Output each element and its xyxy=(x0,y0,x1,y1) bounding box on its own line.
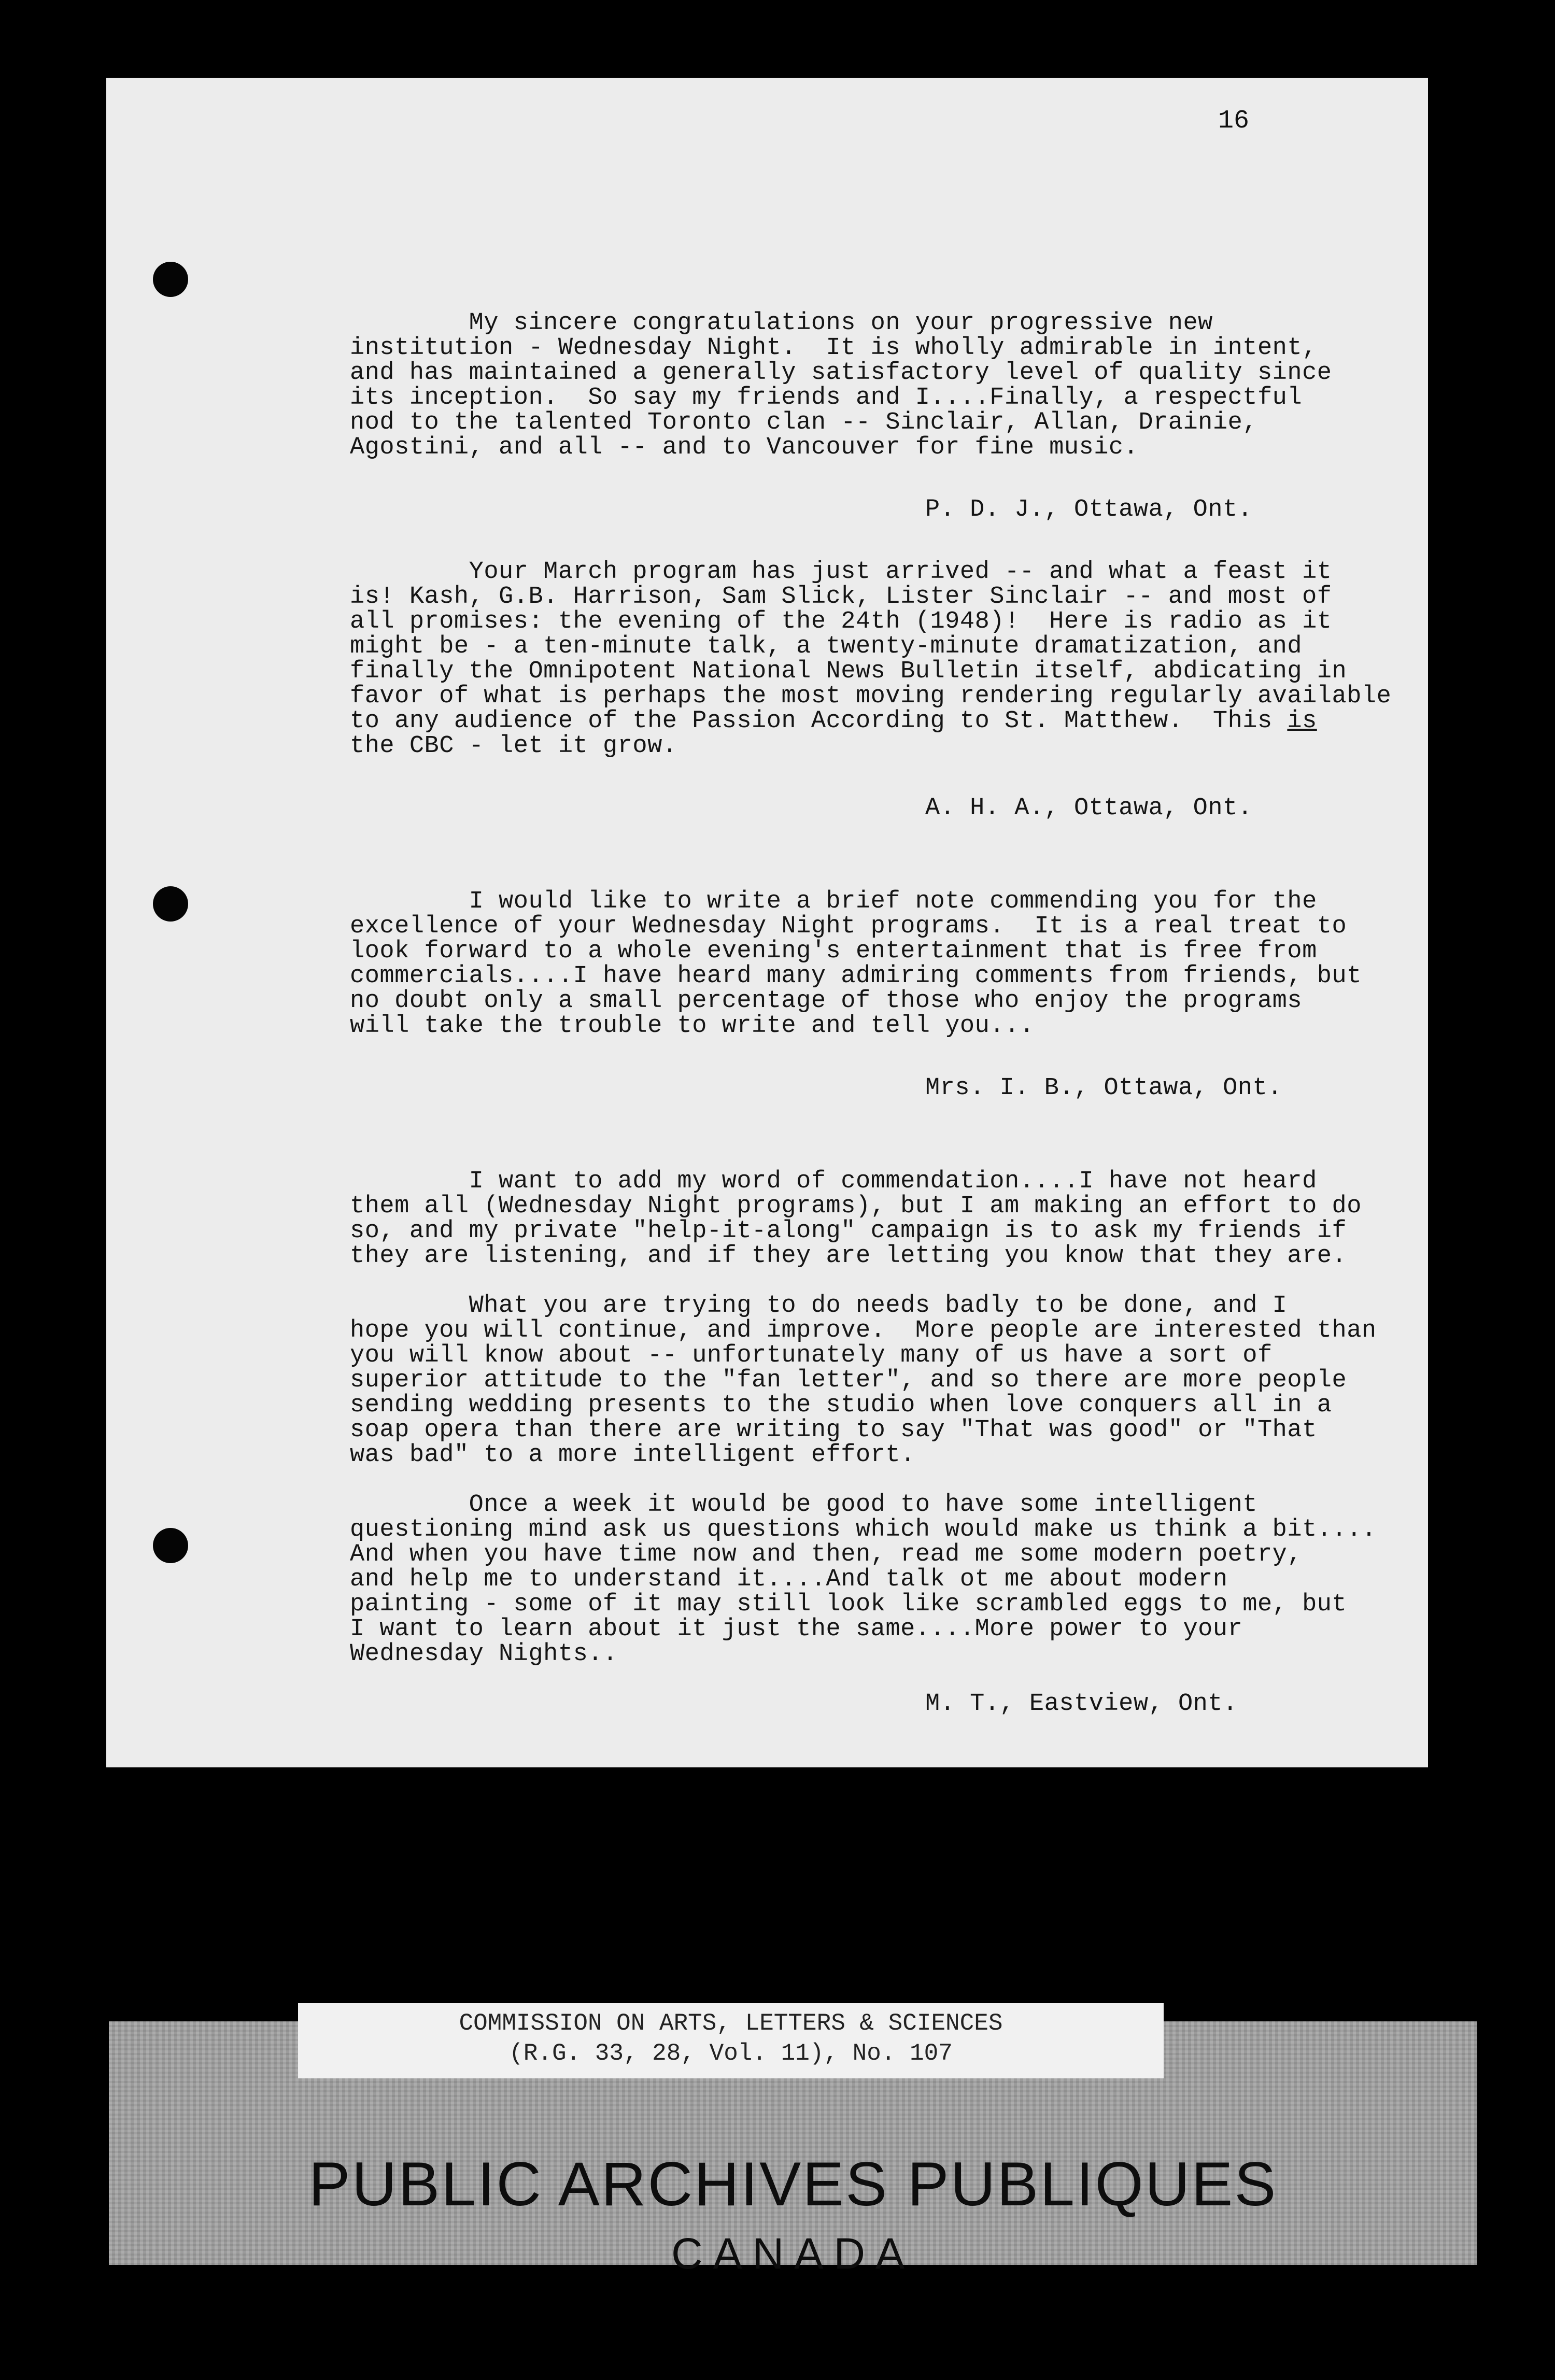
letter-paragraph xyxy=(350,560,1423,759)
letter-signature: M. T., Eastview, Ont. xyxy=(925,1690,1238,1718)
letter-paragraph: I want to add my word of commendation....I have not heard them all (Wednesday Night programs), but I am making an effort to do so, and my private "help-it-along" campaign is to ask my friends if they are listening, and if they are letting you know that they are. xyxy=(350,1168,1362,1270)
archive-reference-line-1: COMMISSION ON ARTS, LETTERS & SCIENCES xyxy=(459,2010,1003,2037)
letter-paragraph: My sincere congratulations on your progressive new institution - Wednesday Night. It is wholly admirable in intent, and has maintained a generally satisfactory level of quality since its inception. So say my friends and I....Finally, a respectful nod to the talented Toronto clan -- Sinclair, Allan, Drainie, Agostini, and all -- and to Vancouver for fine music. xyxy=(350,309,1332,461)
letter-paragraph: I would like to write a brief note commending you for the excellence of your Wednesday Night programs. It is a real treat to look forward to a whole evening's entertainment that is free from commercials....I have heard many admiring comments from friends, but no doubt only a small percentage of those who enjoy the programs will take the trouble to write and tell you... xyxy=(350,888,1362,1040)
archive-country: CANADA xyxy=(671,2229,915,2278)
letter-signature: Mrs. I. B., Ottawa, Ont. xyxy=(925,1074,1282,1102)
letter-3 xyxy=(350,889,1423,1101)
punch-hole-bottom xyxy=(153,1528,188,1563)
letter-paragraph: Once a week it would be good to have some intelligent questioning mind ask us questions which would make us think a bit.... And when you have time now and then, read me some modern poetry, and help me to understand it....And talk ot me about modern painting - some of it may still look like scrambled eggs to me, but I want to learn about it just the same....More power to your Wednesday Nights.. xyxy=(350,1491,1377,1668)
page-number: 16 xyxy=(1218,106,1250,136)
letter-text-before: Your March program has just arrived -- and what a feast it is! Kash, G.B. Harrison, Sam Slick, Lister Sinclair -- and most of all promises: the evening of the 24th (1948)! Here is radio as it might be - a ten-minute talk, a twenty-minute dramatization, and finally the Omnipotent National News Bulletin itself, abdicating in favor of what is perhaps the most moving rendering regularly available to any audience of the Passion According to St. Matthew. This xyxy=(350,558,1392,735)
letter-text-after: the CBC - let it grow. xyxy=(350,732,677,760)
archive-title: PUBLIC ARCHIVES PUBLIQUES xyxy=(308,2149,1278,2219)
letter-signature: P. D. J., Ottawa, Ont. xyxy=(925,496,1253,523)
letter-4 xyxy=(350,1169,1423,1717)
punch-hole-middle xyxy=(153,886,188,922)
archive-reference-line-2: (R.G. 33, 28, Vol. 11), No. 107 xyxy=(509,2040,953,2067)
letter-1 xyxy=(350,311,1423,522)
punch-hole-top xyxy=(153,262,188,297)
letter-body xyxy=(350,311,1423,1717)
letter-signature: A. H. A., Ottawa, Ont. xyxy=(925,795,1253,822)
archive-reference-label xyxy=(298,2003,1164,2078)
letter-paragraph: What you are trying to do needs badly to be done, and I hope you will continue, and improve. More people are interested than you will know about -- unfortunately many of us have a sort of superior attitude to the "fan letter", and so there are more people sending wedding presents to the studio when love conquers all in a soap opera than there are writing to say "That was good" or "That was bad" to a more intelligent effort. xyxy=(350,1292,1377,1469)
letter-2 xyxy=(350,560,1423,821)
underlined-emphasis: is xyxy=(1287,707,1317,735)
